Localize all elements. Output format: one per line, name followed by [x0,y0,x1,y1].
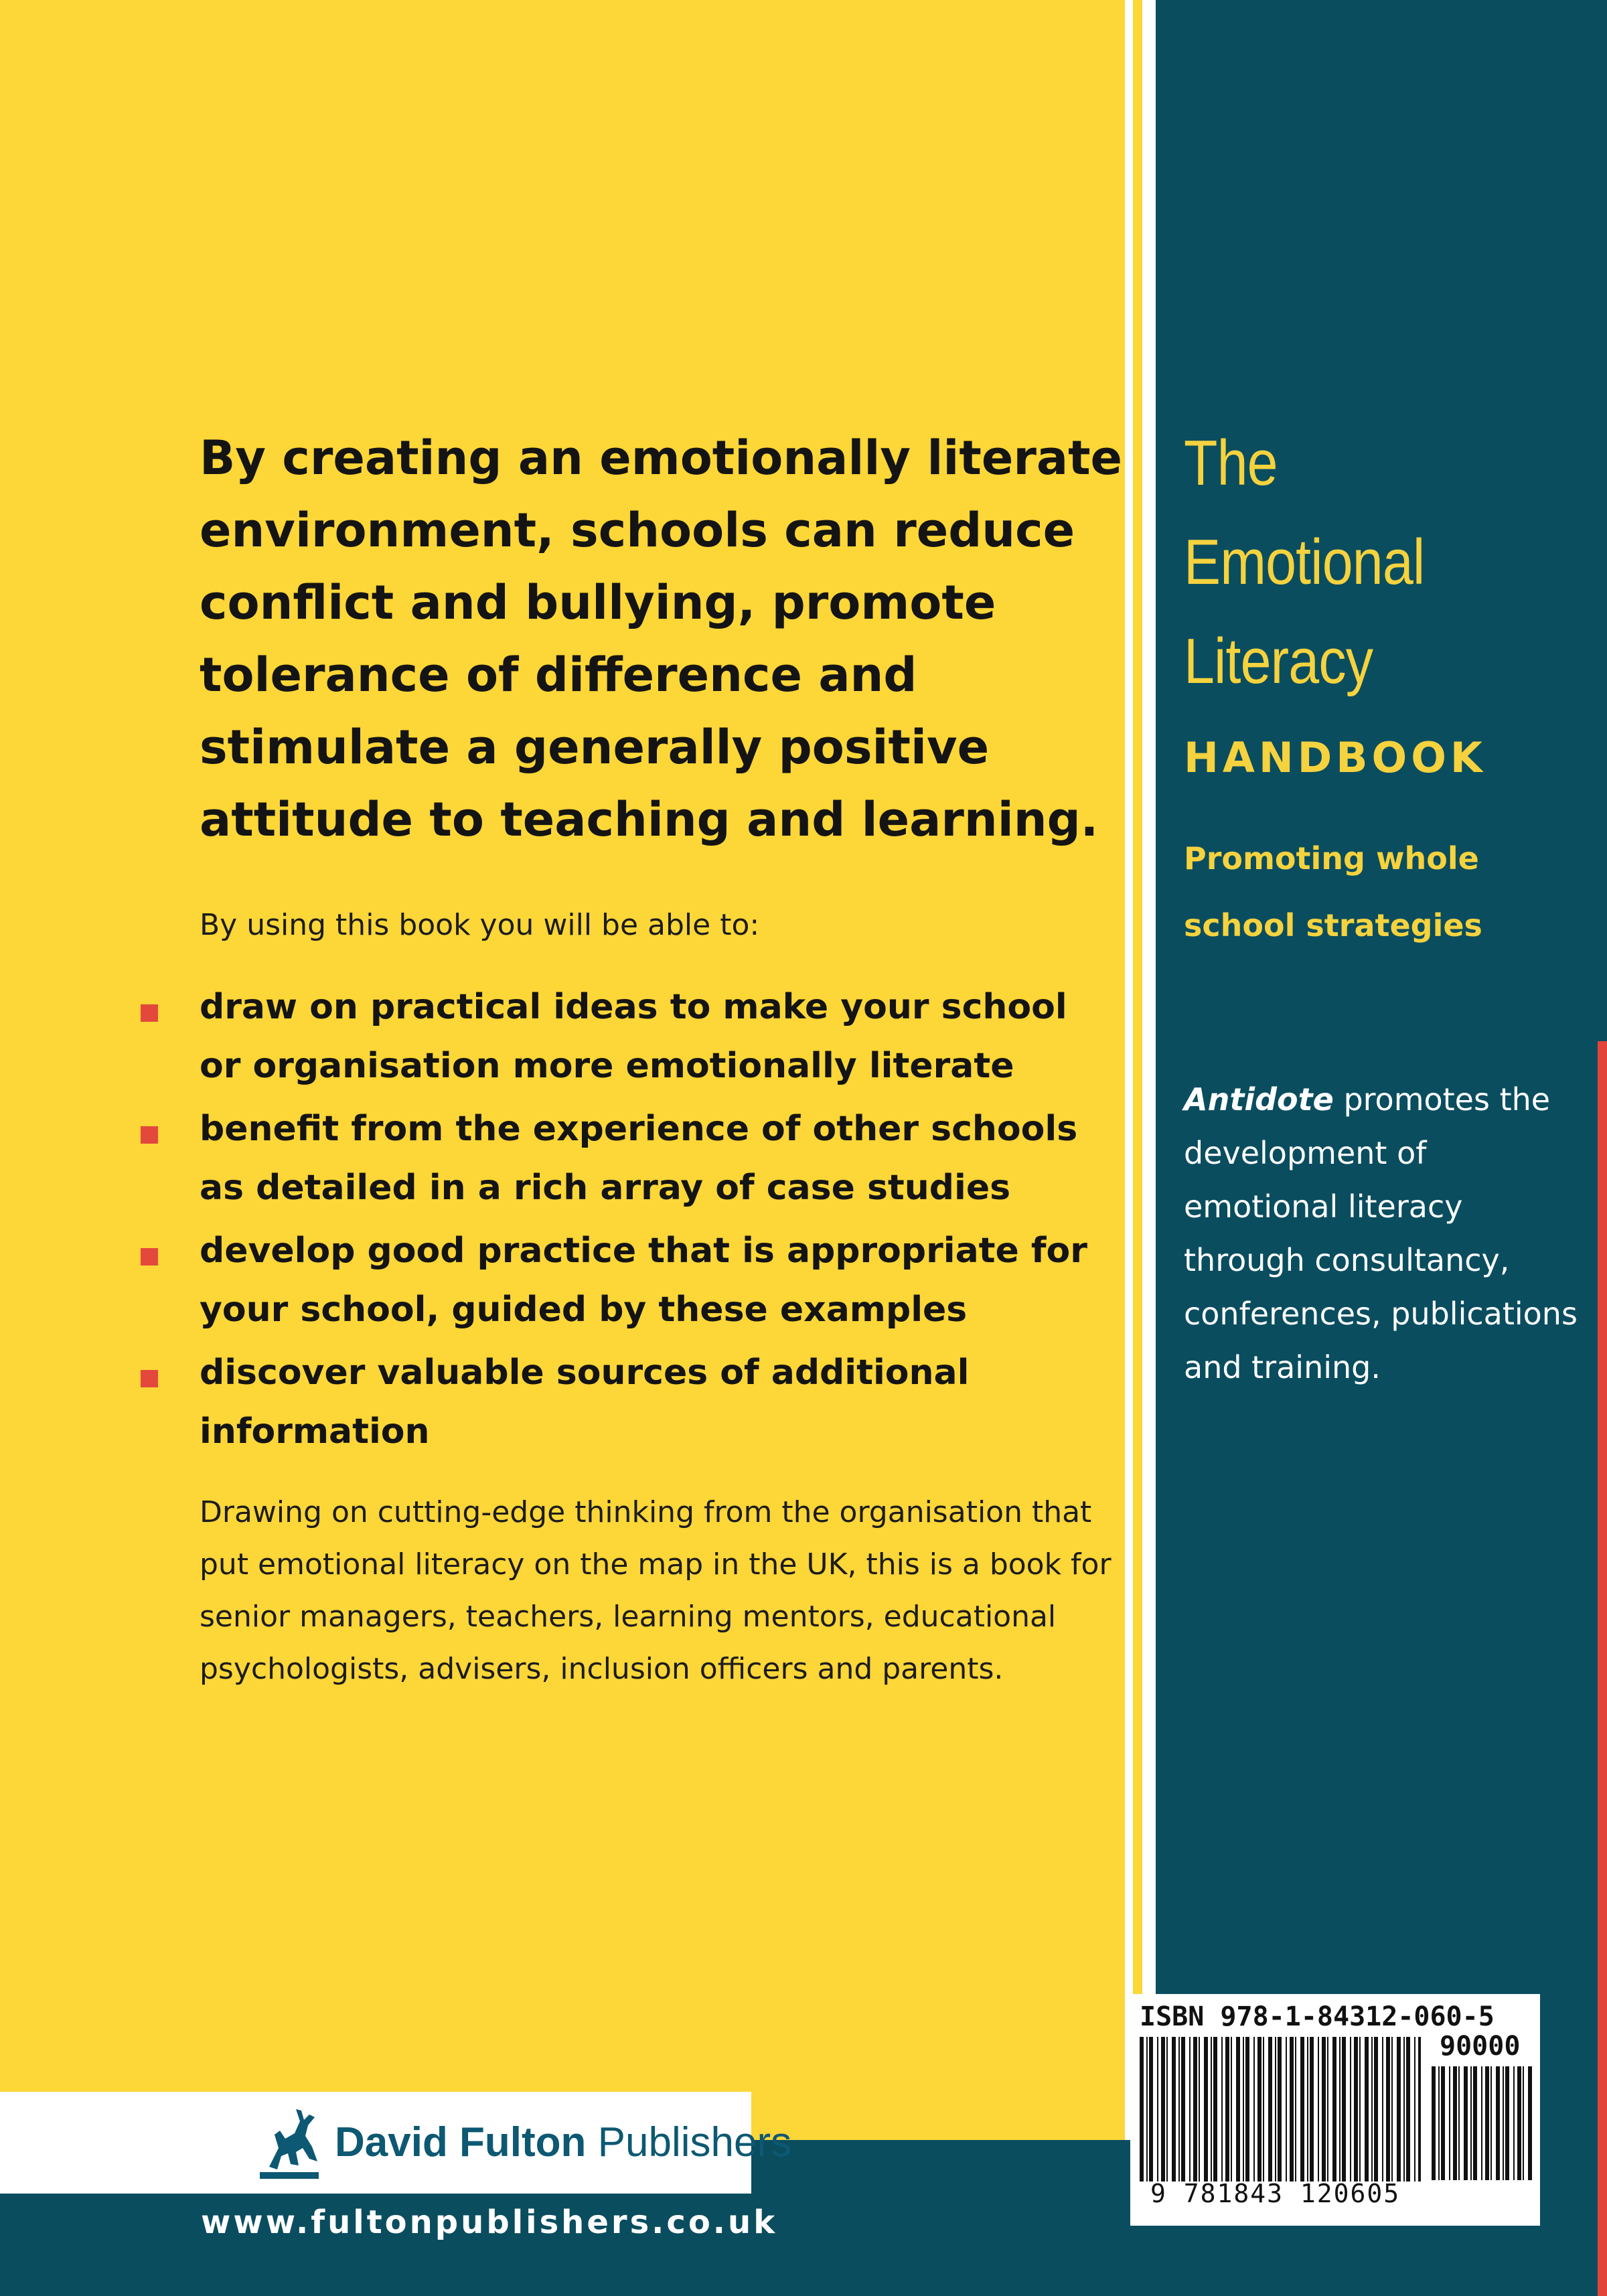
bullet-square-icon [141,1370,158,1387]
publisher-website[interactable]: www.fultonpublishers.co.uk [201,2204,778,2241]
list-item-text: discover valuable sources of additional information [200,1353,970,1452]
title-line-handbook: HANDBOOK [1184,733,1486,782]
price-addon: 90000 [1440,2031,1521,2062]
list-item-text: draw on practical ideas to make your school or organisation more emotionally literate [200,987,1067,1086]
list-item [141,1221,1118,1339]
publisher-name-bold: David Fulton [335,2119,587,2165]
bullet-square-icon [141,1004,158,1022]
leaping-deer-icon [256,2100,323,2186]
barcode-main-icon [1140,2037,1421,2182]
antidote-description: promotes the development of emotional literacy through consultancy, conferences, publications and training. [1184,1081,1578,1385]
title-line-literacy: Literacy [1184,625,1373,697]
list-item [141,1343,1118,1461]
publisher-name-light: Publishers [586,2119,792,2165]
list-item-text: benefit from the experience of other schools as detailed in a rich array of case studies [200,1109,1078,1208]
list-item [141,978,1118,1095]
benefit-list [141,978,1118,1465]
bullet-square-icon [141,1126,158,1144]
yellow-divider [1133,0,1142,2296]
title-line-the: The [1184,427,1278,499]
isbn-number: ISBN 978-1-84312-060-5 [1140,2001,1495,2032]
barcode-digits: 9 781843 120605 [1150,2179,1401,2208]
intro-text: By using this book you will be able to: [200,908,760,942]
list-item-text: develop good practice that is appropriate for your school, guided by these examples [200,1231,1087,1330]
bullet-square-icon [141,1248,158,1266]
book-subtitle: Promoting whole school strategies [1184,840,1482,943]
blurb-heading: By creating an emotionally literate environment, schools can reduce conflict and bullying, promote tolerance of difference and stimulate a generally positive attitude to teaching and learning. [200,431,1123,847]
title-line-emotional: Emotional [1184,526,1425,598]
barcode-addon-icon [1432,2066,1532,2180]
barcode-box [1130,1994,1540,2226]
antidote-text [1184,1073,1586,1394]
publisher-name [335,2116,791,2169]
red-edge-stripe [1598,1041,1607,2296]
antidote-name: Antidote [1184,1081,1334,1118]
publisher-box [0,2092,792,2194]
list-item [141,1099,1118,1217]
audience-paragraph: Drawing on cutting-edge thinking from the organisation that put emotional literacy on the map in the UK, this is a book for senior managers, teachers, learning mentors, educational psychologists, advisers, inclusion officers and parents. [200,1495,1112,1686]
